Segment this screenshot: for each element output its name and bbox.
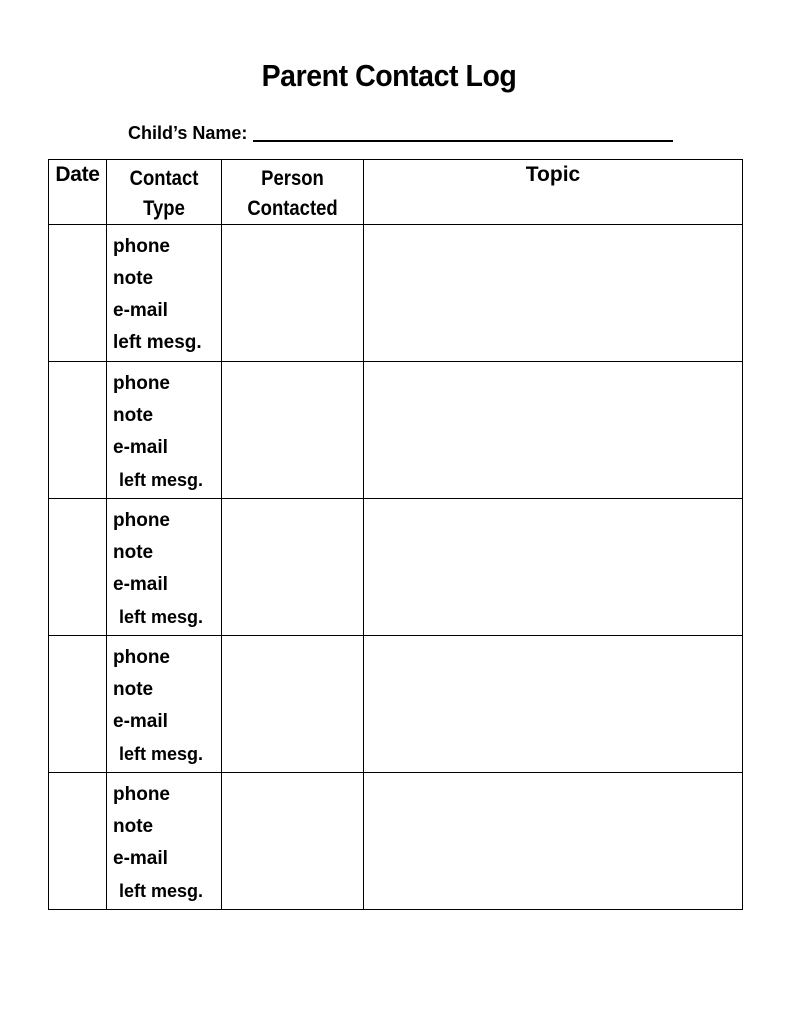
option-email[interactable]: e-mail	[113, 574, 168, 595]
contact-type-cell	[107, 499, 222, 636]
topic-cell[interactable]	[364, 362, 743, 499]
header-contact-type-label: Contact Type	[129, 167, 199, 220]
option-left-message[interactable]: left mesg.	[119, 744, 204, 764]
contact-type-cell	[107, 636, 222, 773]
person-contacted-cell[interactable]	[222, 499, 364, 636]
topic-cell[interactable]	[364, 773, 743, 910]
contact-type-cell	[107, 362, 222, 499]
person-contacted-cell[interactable]	[222, 225, 364, 362]
option-note[interactable]: note	[113, 405, 154, 426]
child-name-label: Child’s Name:	[128, 123, 248, 143]
option-note[interactable]: note	[113, 816, 154, 837]
header-person-contacted	[222, 160, 364, 225]
option-email[interactable]: e-mail	[113, 300, 168, 321]
option-email[interactable]: e-mail	[113, 711, 168, 732]
option-phone[interactable]: phone	[113, 236, 170, 257]
contact-type-cell	[107, 225, 222, 362]
option-email[interactable]: e-mail	[113, 848, 168, 869]
table-row	[49, 636, 743, 773]
option-left-message[interactable]: left mesg.	[119, 607, 204, 627]
option-left-message[interactable]: left mesg.	[119, 881, 204, 901]
topic-cell[interactable]	[364, 225, 743, 362]
option-left-message[interactable]: left mesg.	[113, 332, 202, 353]
table-row	[49, 773, 743, 910]
option-note[interactable]: note	[113, 542, 154, 563]
person-contacted-cell[interactable]	[222, 636, 364, 773]
header-contact-type	[107, 160, 222, 225]
date-cell[interactable]	[49, 362, 107, 499]
option-phone[interactable]: phone	[113, 510, 170, 531]
table-row	[49, 362, 743, 499]
date-cell[interactable]	[49, 499, 107, 636]
option-phone[interactable]: phone	[113, 784, 170, 805]
table-row	[49, 499, 743, 636]
header-person-contacted-label: Person Contacted	[247, 167, 338, 220]
option-phone[interactable]: phone	[113, 373, 170, 394]
option-left-message[interactable]: left mesg.	[119, 470, 204, 490]
option-email[interactable]: e-mail	[113, 437, 168, 458]
topic-cell[interactable]	[364, 636, 743, 773]
page-title: Parent Contact Log	[261, 58, 517, 93]
option-phone[interactable]: phone	[113, 647, 170, 668]
date-cell[interactable]	[49, 225, 107, 362]
topic-cell[interactable]	[364, 499, 743, 636]
header-row	[49, 160, 743, 225]
header-date: Date	[49, 160, 107, 225]
child-name-blank-line[interactable]	[253, 120, 673, 142]
date-cell[interactable]	[49, 636, 107, 773]
person-contacted-cell[interactable]	[222, 773, 364, 910]
header-topic: Topic	[364, 160, 743, 225]
date-cell[interactable]	[49, 773, 107, 910]
option-note[interactable]: note	[113, 268, 154, 289]
option-note[interactable]: note	[113, 679, 154, 700]
child-name-field	[128, 118, 673, 144]
table-row	[49, 225, 743, 362]
contact-log-table	[48, 159, 743, 910]
contact-type-cell	[107, 773, 222, 910]
person-contacted-cell[interactable]	[222, 362, 364, 499]
